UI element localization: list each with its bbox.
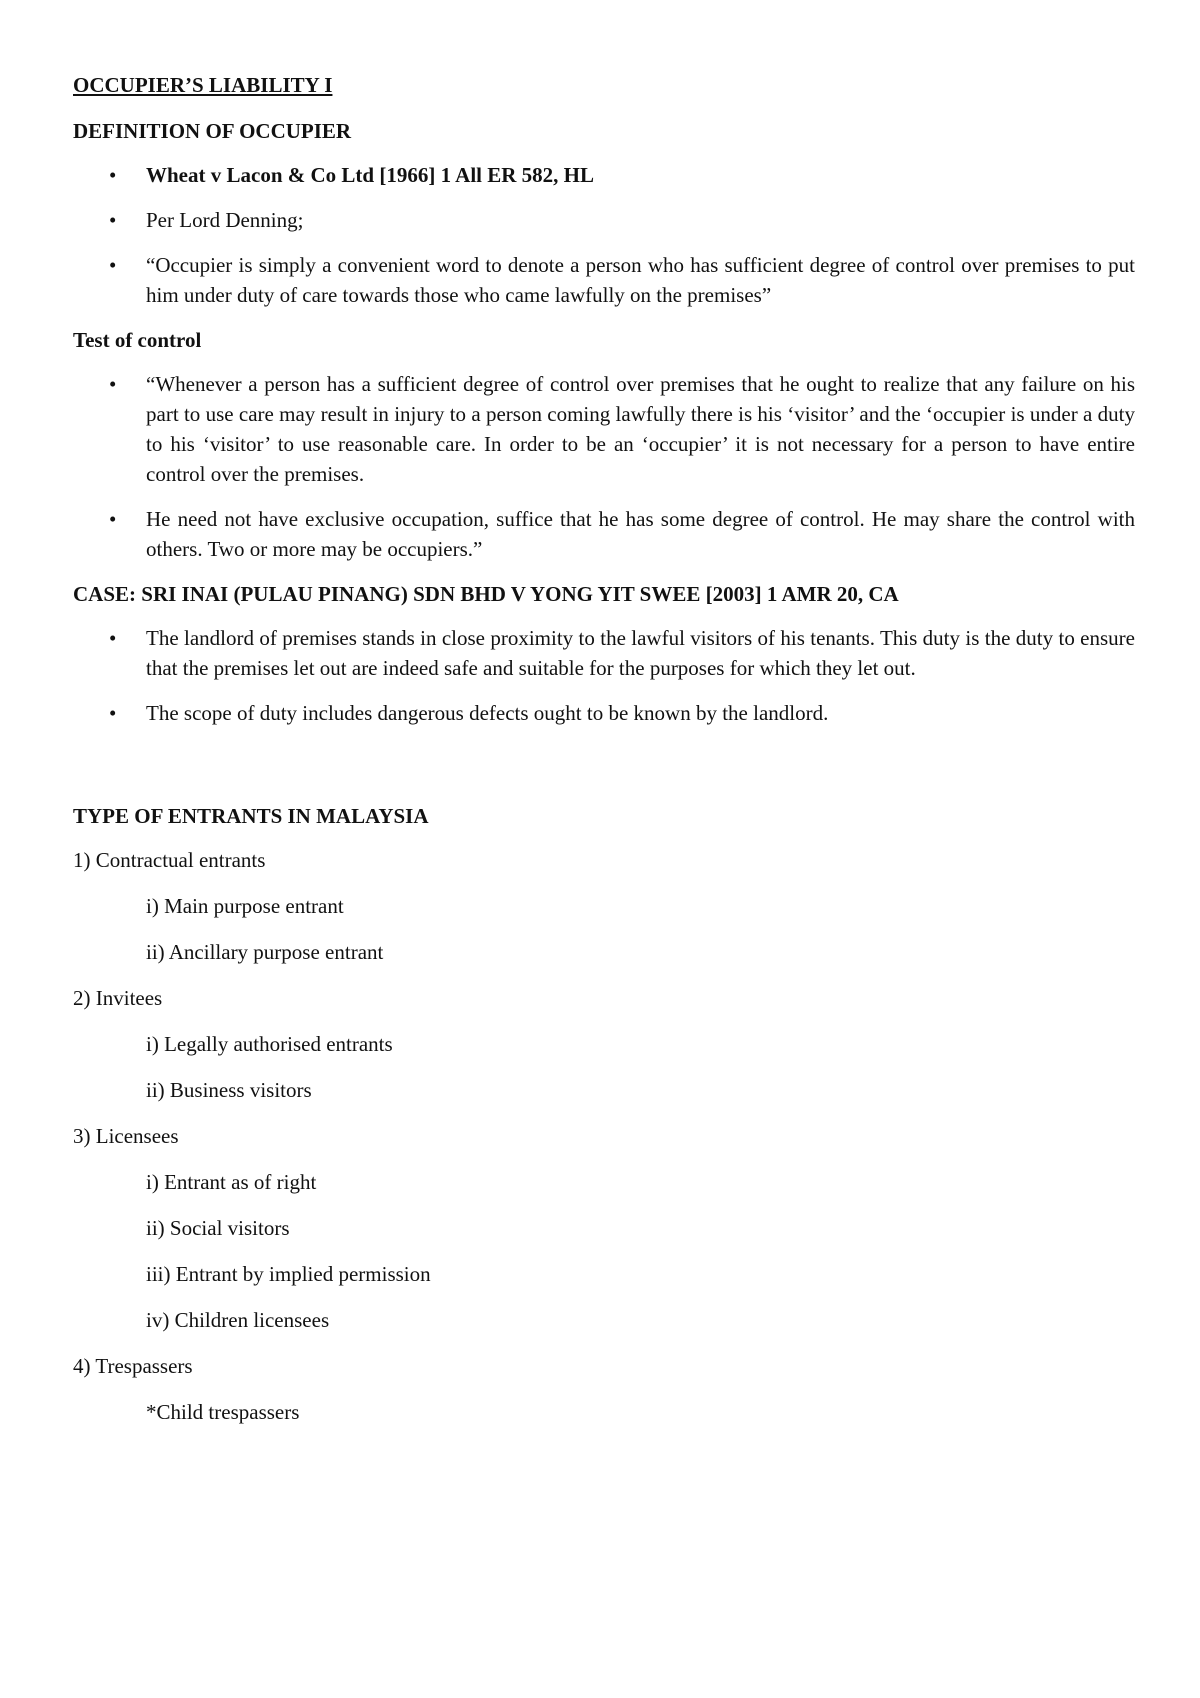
case-citation: Wheat v Lacon & Co Ltd [1966] 1 All ER 582, HL xyxy=(146,163,595,187)
entrant-category: 1) Contractual entrants xyxy=(73,848,266,872)
entrant-subcategory: i) Legally authorised entrants xyxy=(146,1032,393,1056)
entrant-subcategory: iii) Entrant by implied permission xyxy=(146,1262,431,1286)
bullet-item xyxy=(73,205,1135,235)
entrant-category: 4) Trespassers xyxy=(73,1354,193,1378)
bullet-text: The landlord of premises stands in close proximity to the lawful visitors of his tenants. This duty is the duty to ensure that the premises let out are indeed safe and suitable for the purposes for which they let out. xyxy=(146,626,1135,680)
bullet-item xyxy=(73,250,1135,310)
bullet-item xyxy=(73,369,1135,489)
definition-heading: DEFINITION OF OCCUPIER xyxy=(73,119,352,143)
bullet-text: “Occupier is simply a convenient word to denote a person who has sufficient degree of control over premises to put him under duty of care towards those who came lawfully on the premises” xyxy=(146,253,1135,307)
entrant-subcategory: *Child trespassers xyxy=(146,1400,300,1424)
bullet-glyph: • xyxy=(109,626,117,650)
entrant-subcategory: i) Entrant as of right xyxy=(146,1170,317,1194)
entrants-heading: TYPE OF ENTRANTS IN MALAYSIA xyxy=(73,804,429,828)
bullet-text: Per Lord Denning; xyxy=(146,208,304,232)
bullet-glyph: • xyxy=(109,208,117,232)
entrant-subcategory: ii) Business visitors xyxy=(146,1078,312,1102)
bullet-glyph: • xyxy=(109,507,117,531)
case-bullet-list xyxy=(73,623,1135,728)
bullet-item xyxy=(73,698,1135,728)
bullet-item xyxy=(73,160,1135,190)
bullet-text: The scope of duty includes dangerous defects ought to be known by the landlord. xyxy=(146,701,829,725)
entrant-category: 2) Invitees xyxy=(73,986,163,1010)
bullet-item xyxy=(73,504,1135,564)
test-bullet-list xyxy=(73,369,1135,564)
bullet-item xyxy=(73,623,1135,683)
bullet-glyph: • xyxy=(109,253,117,277)
test-heading: Test of control xyxy=(73,328,202,352)
entrant-subcategory: i) Main purpose entrant xyxy=(146,894,344,918)
entrant-subcategory: iv) Children licensees xyxy=(146,1308,330,1332)
bullet-text: “Whenever a person has a sufficient degree of control over premises that he ought to realize that any failure on his part to use care may result in injury to a person coming lawfully there is his ‘visitor’ and the ‘occupier is under a duty to his ‘visitor’ to use reasonable care. In order to be an ‘occupier’ it is not necessary for a person to have entire control over the premises. xyxy=(146,372,1135,486)
entrant-subcategory: ii) Ancillary purpose entrant xyxy=(146,940,384,964)
section-spacer xyxy=(73,743,1135,801)
entrant-category: 3) Licensees xyxy=(73,1124,179,1148)
case-heading: CASE: SRI INAI (PULAU PINANG) SDN BHD V YONG YIT SWEE [2003] 1 AMR 20, CA xyxy=(73,582,899,606)
entrant-subcategory: ii) Social visitors xyxy=(146,1216,290,1240)
bullet-glyph: • xyxy=(109,163,117,187)
bullet-glyph: • xyxy=(109,701,117,725)
bullet-glyph: • xyxy=(109,372,117,396)
document-title: OCCUPIER’S LIABILITY I xyxy=(73,73,333,97)
definition-bullet-list xyxy=(73,160,1135,310)
bullet-text: He need not have exclusive occupation, suffice that he has some degree of control. He may share the control with others. Two or more may be occupiers.” xyxy=(146,507,1135,561)
document-content xyxy=(73,70,1135,1443)
